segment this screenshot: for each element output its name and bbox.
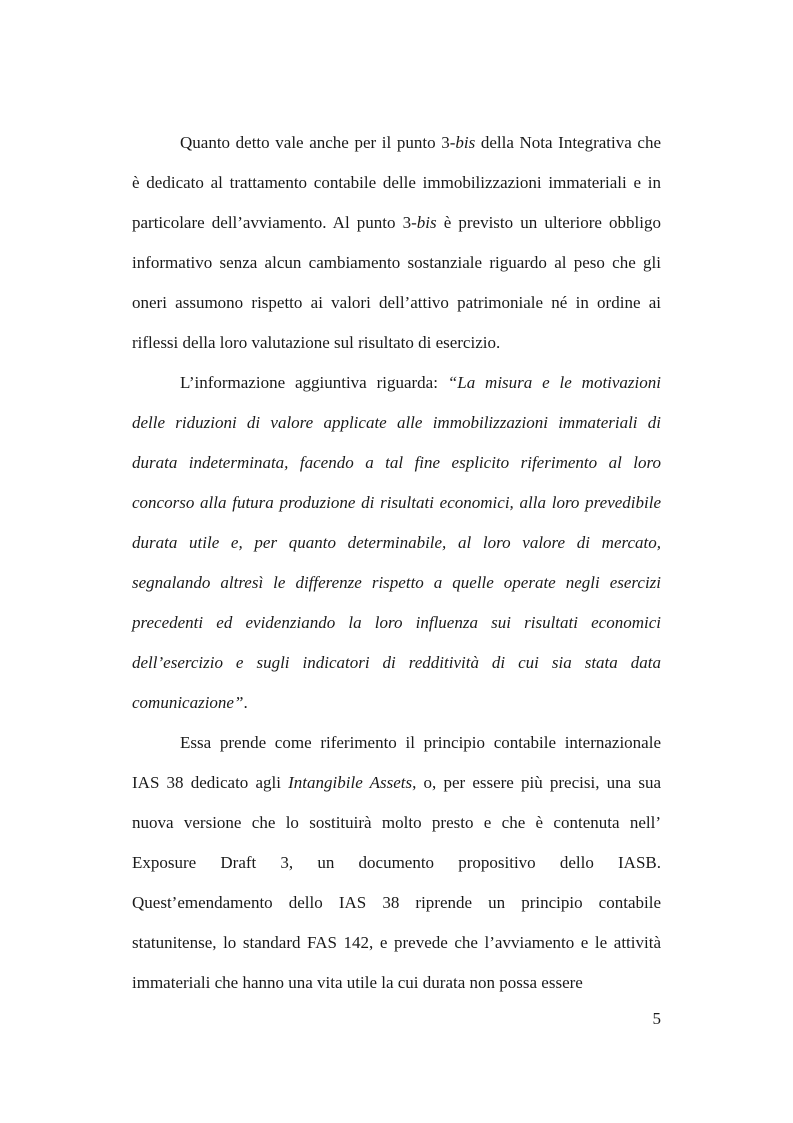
text-run: IAS 38 dedicato agli [132, 773, 289, 792]
text-line [132, 213, 661, 233]
text-run: della Nota Integrativa che [475, 133, 661, 152]
text-line [132, 533, 661, 553]
italic-text: segnalando altresì le differenze rispetto a quelle operate negli esercizi [132, 573, 661, 592]
text-line [132, 973, 661, 993]
text-line [132, 493, 661, 513]
text-line [132, 413, 661, 433]
text-line [132, 893, 661, 913]
italic-text: comunicazione” [132, 693, 244, 712]
italic-text: durata utile e, per quanto determinabile, al loro valore di mercato, [132, 533, 661, 552]
italic-text: “La misura e le motivazioni [447, 373, 661, 392]
text-run: Exposure Draft 3, un documento propositivo dello IASB. [132, 853, 661, 872]
text-run: L’informazione aggiuntiva riguarda: [180, 373, 448, 392]
text-line [132, 773, 661, 793]
italic-text: Intangibile Assets [288, 773, 413, 792]
text-run: riflessi della loro valutazione sul risultato di esercizio. [132, 333, 501, 352]
text-run: informativo senza alcun cambiamento sostanziale riguardo al peso che gli [132, 253, 661, 272]
text-line [132, 853, 661, 873]
italic-text: delle riduzioni di valore applicate alle immobilizzazioni immateriali di [132, 413, 661, 432]
text-run: , o, per essere più precisi, una sua [412, 773, 662, 792]
text-line [132, 693, 661, 713]
text-line [132, 173, 661, 193]
italic-text: concorso alla futura produzione di risultati economici, alla loro prevedibile [132, 493, 661, 512]
text-line [132, 453, 661, 473]
text-line [132, 573, 661, 593]
text-line [132, 933, 661, 953]
text-line [180, 733, 661, 753]
text-line [180, 373, 661, 393]
page-number: 5 [652, 1009, 661, 1028]
italic-text: durata indeterminata, facendo a tal fine esplicito riferimento al loro [132, 453, 661, 472]
text-run: particolare dell’avviamento. Al punto 3- [132, 213, 417, 232]
italic-text: precedenti ed evidenziando la loro influenza sui risultati economici [132, 613, 661, 632]
text-line [132, 813, 661, 833]
text-line [132, 253, 661, 273]
text-run: Essa prende come riferimento il principio contabile internazionale [180, 733, 661, 752]
text-run: oneri assumono rispetto ai valori dell’attivo patrimoniale né in ordine ai [132, 293, 661, 312]
text-line [132, 613, 661, 633]
text-line [132, 293, 661, 313]
text-run: . [243, 693, 248, 712]
italic-text: bis [416, 213, 437, 232]
text-run: Quanto detto vale anche per il punto 3- [180, 133, 456, 152]
text-run: immateriali che hanno una vita utile la cui durata non possa essere [132, 973, 583, 992]
text-run: statunitense, lo standard FAS 142, e prevede che l’avviamento e le attività [132, 933, 661, 952]
text-run: nuova versione che lo sostituirà molto presto e che è contenuta nell’ [132, 813, 661, 832]
italic-text: bis [455, 133, 476, 152]
text-line [132, 653, 661, 673]
text-line [180, 133, 661, 153]
text-run: è previsto un ulteriore obbligo [436, 213, 661, 232]
text-run: è dedicato al trattamento contabile delle immobilizzazioni immateriali e in [132, 173, 661, 192]
italic-text: dell’esercizio e sugli indicatori di redditività di cui sia stata data [132, 653, 661, 672]
text-run: Quest’emendamento dello IAS 38 riprende un principio contabile [132, 893, 661, 912]
text-line [132, 333, 661, 353]
